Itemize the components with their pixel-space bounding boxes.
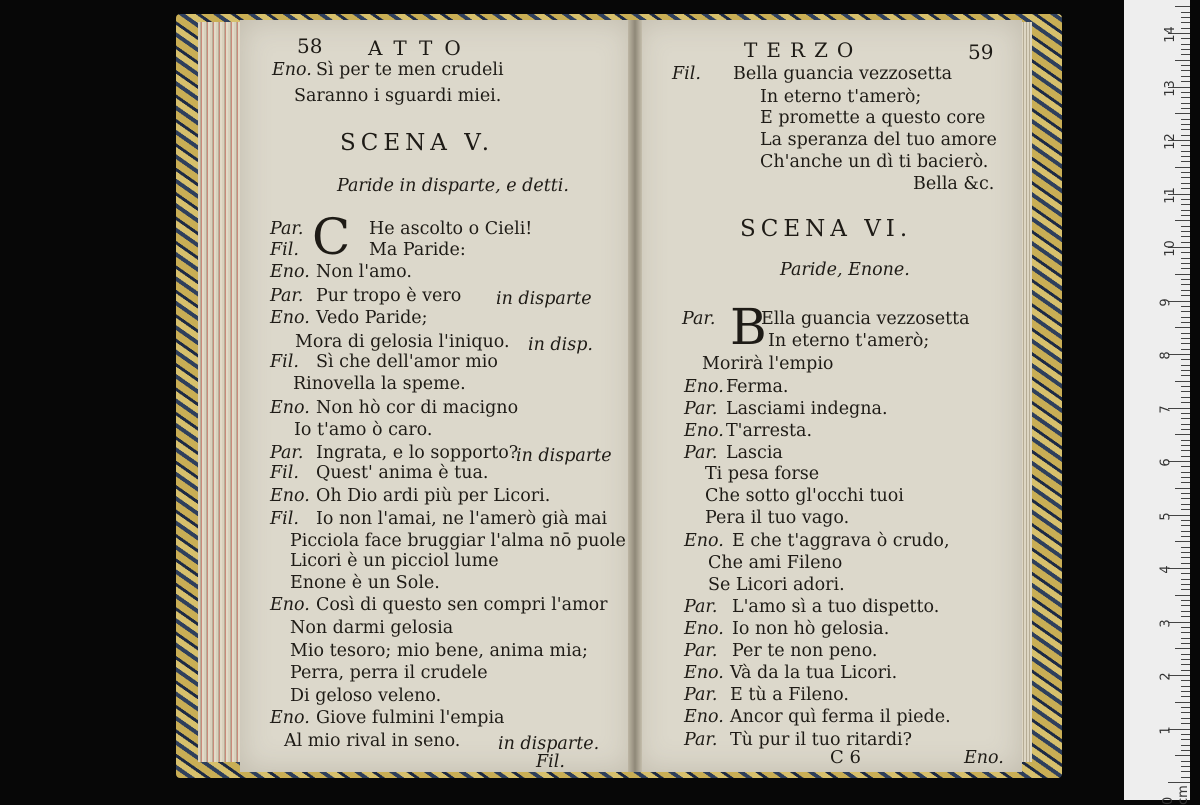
ruler-tick <box>1181 418 1190 419</box>
speaker-label: Fil. <box>270 463 299 483</box>
stage-direction: in disparte <box>496 289 592 309</box>
verse-line: Và da la tua Licori. <box>730 663 898 683</box>
scene-characters: Paride, Enone. <box>780 260 910 280</box>
ruler-tick <box>1181 696 1190 697</box>
ruler-tick <box>1175 327 1190 328</box>
ruler-tick <box>1181 306 1190 307</box>
ruler-tick <box>1181 498 1190 499</box>
book-gutter <box>628 20 642 772</box>
ruler-tick <box>1181 370 1190 371</box>
catchword: Eno. <box>964 748 1004 768</box>
ruler-tick <box>1181 22 1190 23</box>
ruler-tick <box>1181 718 1190 719</box>
speaker-label: Fil. <box>270 352 299 372</box>
ruler-tick <box>1181 199 1190 200</box>
verse-line: Pera il tuo vago. <box>705 508 850 528</box>
ruler-tick <box>1175 113 1190 114</box>
ruler-tick <box>1181 391 1190 392</box>
speaker-label: Par. <box>684 597 718 617</box>
ruler-tick <box>1181 531 1190 532</box>
speaker-label: Par. <box>684 443 718 463</box>
ruler-tick <box>1181 712 1190 713</box>
verse-line: T'arresta. <box>726 421 813 441</box>
ruler-tick <box>1181 643 1190 644</box>
ruler-tick <box>1181 311 1190 312</box>
ruler-tick <box>1181 97 1190 98</box>
ruler-label: 7 <box>1158 404 1174 414</box>
ruler-tick <box>1175 274 1190 275</box>
ruler-tick <box>1181 466 1190 467</box>
ruler-tick <box>1181 691 1190 692</box>
verse-line: Per te non peno. <box>732 641 878 661</box>
ruler-tick <box>1181 76 1190 77</box>
ruler-tick <box>1181 750 1190 751</box>
verse-line: Giove fulmini l'empia <box>316 708 505 728</box>
stage-direction: in disp. <box>528 335 593 355</box>
ruler-tick <box>1181 734 1190 735</box>
ruler-tick <box>1181 258 1190 259</box>
speaker-label: Eno. <box>270 708 310 728</box>
verse-line: Io non l'amai, ne l'amerò già mai <box>316 509 608 529</box>
ruler-tick <box>1181 563 1190 564</box>
speaker-label: Par. <box>684 685 718 705</box>
ruler-tick <box>1175 755 1190 756</box>
verse-line: Di geloso veleno. <box>290 686 442 706</box>
ruler-tick <box>1181 739 1190 740</box>
verse-line: He ascolto o Cieli! <box>369 219 533 239</box>
ruler-tick <box>1175 220 1190 221</box>
verse-line: Ch'anche un dì ti bacierò. <box>760 152 989 172</box>
ruler-tick <box>1181 536 1190 537</box>
verse-line: Rinovella la speme. <box>293 374 466 394</box>
drop-cap: B <box>730 298 767 356</box>
verse-line: Che ami Fileno <box>708 553 843 573</box>
ruler-tick <box>1181 81 1190 82</box>
verse-line: Morirà l'empio <box>702 354 834 374</box>
ruler-tick <box>1181 584 1190 585</box>
ruler-tick <box>1181 103 1190 104</box>
ruler-label: 6 <box>1158 458 1174 467</box>
ruler-label: 10 <box>1162 240 1178 257</box>
ruler-label: 9 <box>1158 297 1174 307</box>
verse-line: Ancor quì ferma il piede. <box>730 707 951 727</box>
speaker-label: Fil. <box>270 240 299 260</box>
ruler-tick <box>1181 343 1190 344</box>
ruler-tick <box>1181 605 1190 606</box>
speaker-label: Par. <box>682 309 716 329</box>
stage-direction: in disparte <box>516 446 612 466</box>
ruler-tick <box>1181 226 1190 227</box>
left-page-number: 58 <box>297 34 323 58</box>
speaker-label: Eno. <box>270 262 310 282</box>
ruler-label: 8 <box>1158 351 1174 360</box>
speaker-label: Par. <box>684 641 718 661</box>
ruler-tick <box>1181 761 1190 762</box>
ruler-label: 1 <box>1158 725 1174 735</box>
ruler-tick <box>1181 268 1190 269</box>
ruler-tick <box>1175 434 1190 435</box>
speaker-label: Par. <box>684 730 718 750</box>
ruler-tick <box>1181 638 1190 639</box>
scene-title: SCENA VI. <box>740 216 913 242</box>
ruler-tick <box>1181 290 1190 291</box>
verse-line: Licori è un picciol lume <box>290 551 499 571</box>
ruler-tick <box>1181 156 1190 157</box>
verse-line: Oh Dio ardi più per Licori. <box>316 486 551 506</box>
speaker-label: Eno. <box>270 398 310 418</box>
ruler-tick <box>1181 322 1190 323</box>
verse-line: E promette a questo core <box>760 108 986 128</box>
speaker-label: Par. <box>270 443 304 463</box>
speaker-label: Par. <box>270 219 304 239</box>
speaker-label: Eno. <box>270 308 310 328</box>
ruler-tick <box>1181 771 1190 772</box>
ruler-tick <box>1181 611 1190 612</box>
speaker-label: Fil. <box>270 509 299 529</box>
speaker-label: Fil. <box>672 64 701 84</box>
ruler-tick <box>1181 204 1190 205</box>
speaker-label: Eno. <box>270 595 310 615</box>
ruler-tick <box>1175 60 1190 61</box>
ruler-tick <box>1181 525 1190 526</box>
verse-line: Bella guancia vezzosetta <box>733 64 953 84</box>
ruler-tick <box>1181 210 1190 211</box>
ruler-tick <box>1181 333 1190 334</box>
ruler-tick <box>1181 215 1190 216</box>
ruler-tick <box>1181 242 1190 243</box>
verse-line: Quest' anima è tua. <box>316 463 489 483</box>
ruler-tick <box>1181 359 1190 360</box>
ruler-tick <box>1181 472 1190 473</box>
ruler-tick <box>1175 541 1190 542</box>
ruler-tick <box>1175 167 1190 168</box>
verse-line: La speranza del tuo amore <box>760 130 997 150</box>
right-page-number: 59 <box>968 40 994 64</box>
ruler-tick <box>1181 49 1190 50</box>
catchword: Fil. <box>536 752 565 772</box>
ruler-tick <box>1181 547 1190 548</box>
ruler-tick <box>1181 520 1190 521</box>
ruler-tick <box>1181 349 1190 350</box>
ruler-tick <box>1181 456 1190 457</box>
ruler-label: 4 <box>1158 565 1174 574</box>
right-running-head: TERZO <box>744 38 863 62</box>
ruler-tick <box>1181 589 1190 590</box>
verse-line: Mio tesoro; mio bene, anima mia; <box>290 641 588 661</box>
ruler-tick <box>1181 552 1190 553</box>
ruler-tick <box>1181 493 1190 494</box>
speaker-label: Eno. <box>270 486 310 506</box>
ruler-label: 13 <box>1162 79 1178 97</box>
verse-line: Pur tropo è vero <box>316 286 462 306</box>
verse-line: Vedo Paride; <box>316 308 428 328</box>
ruler-tick <box>1181 317 1190 318</box>
ruler-tick <box>1175 6 1190 7</box>
ruler-tick <box>1181 92 1190 93</box>
stage-direction: in disparte. <box>498 734 600 754</box>
verse-line: Che sotto gl'occhi tuoi <box>705 486 904 506</box>
ruler-tick <box>1181 365 1190 366</box>
ruler-tick <box>1181 723 1190 724</box>
ruler-tick <box>1181 338 1190 339</box>
ruler-tick <box>1175 648 1190 649</box>
verse-line: Così di questo sen compri l'amor <box>316 595 608 615</box>
ruler-tick <box>1181 135 1190 136</box>
speaker-label: Eno. <box>684 531 724 551</box>
ruler-tick <box>1181 263 1190 264</box>
measurement-ruler <box>1124 0 1191 805</box>
ruler-tick <box>1181 509 1190 510</box>
verse-line: Mora di gelosia l'iniquo. <box>295 332 510 352</box>
verse-line: Lasciami indegna. <box>726 399 888 419</box>
verse-line: Enone è un Sole. <box>290 573 440 593</box>
ruler-tick <box>1181 295 1190 296</box>
ruler-tick <box>1181 284 1190 285</box>
ruler-tick <box>1181 12 1190 13</box>
verse-line: Io t'amo ò caro. <box>294 420 433 440</box>
ruler-tick <box>1181 183 1190 184</box>
ruler-tick <box>1181 707 1190 708</box>
verse-line: Ella guancia vezzosetta <box>761 309 970 329</box>
verse-line: Non l'amo. <box>316 262 412 282</box>
ruler-tick <box>1181 119 1190 120</box>
verse-line: Se Licori adori. <box>708 575 845 595</box>
ruler-tick <box>1181 766 1190 767</box>
ruler-tick <box>1181 413 1190 414</box>
ruler-tick <box>1181 70 1190 71</box>
ruler-tick <box>1181 450 1190 451</box>
ruler-tick <box>1181 44 1190 45</box>
ruler-tick <box>1181 108 1190 109</box>
ruler-tick <box>1181 124 1190 125</box>
ruler-tick <box>1181 440 1190 441</box>
verse-line: Non darmi gelosia <box>290 618 454 638</box>
ruler-tick <box>1181 424 1190 425</box>
ruler-tick <box>1181 504 1190 505</box>
verse-line: Ti pesa forse <box>705 464 820 484</box>
verse-line: Sì per te men crudeli <box>316 60 504 80</box>
verse-line: Tù pur il tuo ritardi? <box>730 730 913 750</box>
ruler-tick <box>1181 445 1190 446</box>
ruler-tick <box>1181 745 1190 746</box>
ruler-tick <box>1181 397 1190 398</box>
ruler-tick <box>1181 616 1190 617</box>
ruler-tick <box>1181 557 1190 558</box>
ruler-tick <box>1175 488 1190 489</box>
speaker-label: Eno. <box>684 377 724 397</box>
ruler-tick <box>1181 145 1190 146</box>
ruler-tick <box>1181 429 1190 430</box>
ruler-label: 11 <box>1162 186 1178 204</box>
ruler-tick <box>1181 151 1190 152</box>
verse-line: In eterno t'amerò; <box>760 87 922 107</box>
ruler-tick <box>1181 172 1190 173</box>
ruler-tick <box>1181 654 1190 655</box>
ruler-tick <box>1181 188 1190 189</box>
ruler-tick <box>1181 38 1190 39</box>
left-running-head: ATTO <box>368 36 473 60</box>
verse-line: L'amo sì a tuo dispetto. <box>732 597 940 617</box>
verse-line: Saranno i sguardi miei. <box>294 86 502 106</box>
ruler-tick <box>1175 595 1190 596</box>
speaker-label: Eno. <box>272 60 312 80</box>
verse-line: E che t'aggrava ò crudo, <box>732 531 950 551</box>
ruler-tick <box>1181 17 1190 18</box>
verse-line: Ferma. <box>726 377 789 397</box>
verse-line: Picciola face bruggiar l'alma nō puole <box>290 531 626 551</box>
ruler-tick <box>1175 702 1190 703</box>
ruler-tick <box>1181 65 1190 66</box>
ruler-tick <box>1181 386 1190 387</box>
ruler-tick <box>1181 236 1190 237</box>
ruler-tick <box>1181 28 1190 29</box>
speaker-label: Eno. <box>684 619 724 639</box>
ruler-tick <box>1181 477 1190 478</box>
verse-line: In eterno t'amerò; <box>768 331 930 351</box>
ruler-tick <box>1181 632 1190 633</box>
verse-line: Ingrata, e lo sopporto? <box>316 443 519 463</box>
speaker-label: Par. <box>684 399 718 419</box>
ruler-label: 0 cm <box>1161 785 1191 805</box>
speaker-label: Eno. <box>684 421 724 441</box>
ruler-tick <box>1181 279 1190 280</box>
ruler-tick <box>1181 670 1190 671</box>
ruler-tick <box>1181 231 1190 232</box>
drop-cap: C <box>312 208 351 266</box>
ruler-tick <box>1181 161 1190 162</box>
ruler-tick <box>1181 664 1190 665</box>
verse-line: Bella &c. <box>913 174 995 194</box>
ruler-tick <box>1181 177 1190 178</box>
ruler-label: 2 <box>1158 672 1174 681</box>
ruler-label: 12 <box>1162 133 1178 150</box>
speaker-label: Par. <box>270 286 304 306</box>
ruler-tick <box>1181 402 1190 403</box>
ruler-tick <box>1181 482 1190 483</box>
verse-line: Al mio rival in seno. <box>284 731 461 751</box>
scene-characters: Paride in disparte, e detti. <box>337 176 569 196</box>
ruler-tick <box>1181 680 1190 681</box>
verse-line: E tù a Fileno. <box>730 685 849 705</box>
ruler-tick <box>1181 627 1190 628</box>
ruler-label: 14 <box>1162 26 1178 43</box>
ruler-label: 5 <box>1158 511 1174 521</box>
verse-line: Io non hò gelosia. <box>732 619 890 639</box>
ruler-label: 3 <box>1158 618 1174 628</box>
speaker-label: Eno. <box>684 663 724 683</box>
ruler-tick <box>1175 381 1190 382</box>
ruler-tick <box>1181 129 1190 130</box>
ruler-tick <box>1181 375 1190 376</box>
verse-line: Non hò cor di macigno <box>316 398 519 418</box>
ruler-tick <box>1181 686 1190 687</box>
scene-title: SCENA V. <box>340 130 495 156</box>
ruler-tick <box>1181 573 1190 574</box>
ruler-tick <box>1181 54 1190 55</box>
ruler-tick <box>1181 600 1190 601</box>
ruler-tick <box>1181 252 1190 253</box>
verse-line: Ma Paride: <box>369 240 466 260</box>
ruler-tick <box>1181 579 1190 580</box>
signature-mark: C 6 <box>830 747 861 768</box>
verse-line: Lascia <box>726 443 783 463</box>
ruler-tick <box>1181 659 1190 660</box>
verse-line: Perra, perra il crudele <box>290 663 488 683</box>
speaker-label: Eno. <box>684 707 724 727</box>
verse-line: Sì che dell'amor mio <box>316 352 498 372</box>
